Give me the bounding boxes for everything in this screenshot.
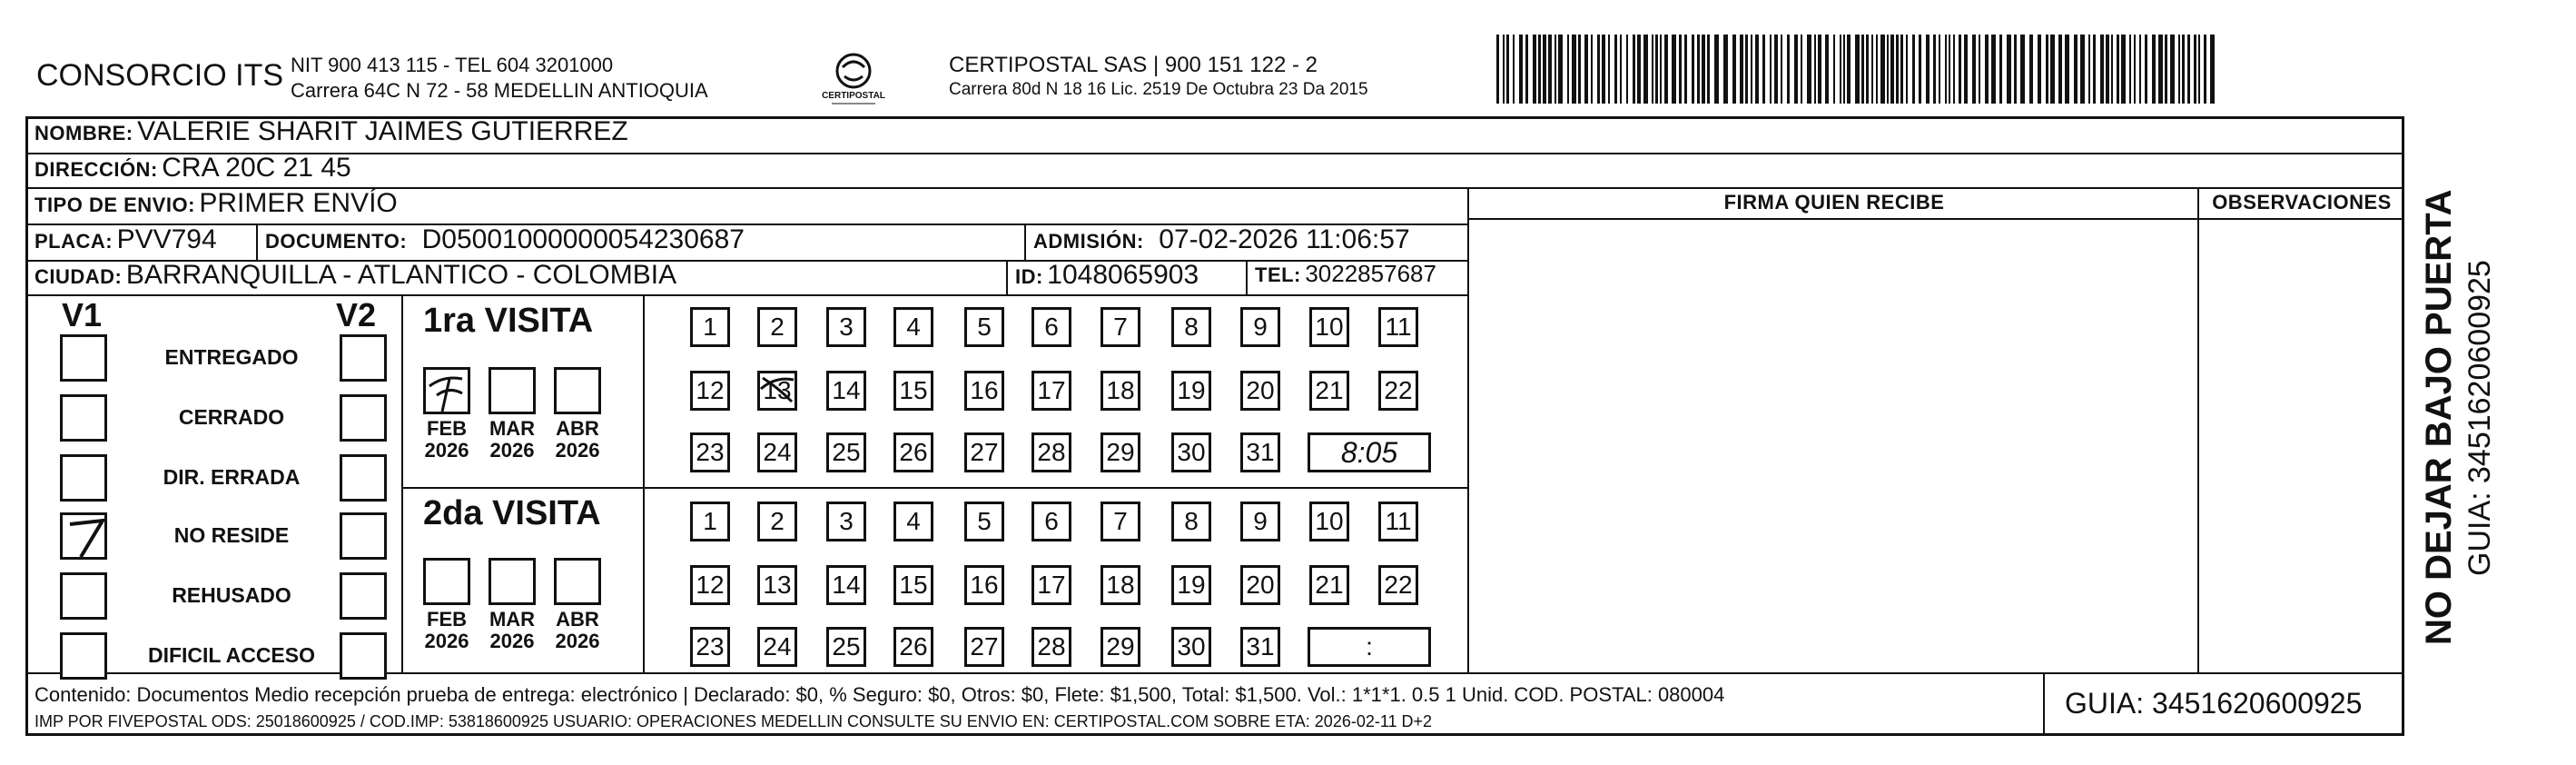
v1-checkbox[interactable]: [60, 572, 107, 620]
day-box[interactable]: 14: [826, 371, 866, 411]
month-checkbox[interactable]: [489, 367, 536, 414]
direccion-row: [35, 153, 351, 184]
day-box[interactable]: 15: [893, 565, 933, 605]
day-box[interactable]: 9: [1240, 502, 1280, 541]
barcode: [1496, 35, 2223, 104]
day-box[interactable]: 19: [1171, 371, 1211, 411]
day-box[interactable]: 31: [1240, 432, 1280, 472]
month-label: ABR 2026: [555, 608, 600, 652]
day-box[interactable]: 20: [1240, 371, 1280, 411]
v1-checkbox[interactable]: [60, 512, 107, 560]
divider: [401, 487, 1469, 489]
day-box[interactable]: 24: [757, 627, 797, 667]
day-box[interactable]: 22: [1378, 371, 1418, 411]
v2-header: V2: [336, 296, 377, 333]
ciudad-row: [35, 260, 676, 291]
v2-checkbox[interactable]: [340, 454, 387, 502]
observaciones-label: OBSERVACIONES: [2212, 191, 2392, 214]
status-option-label: REHUSADO: [172, 583, 291, 607]
tel-value: 3022857687: [1305, 260, 1436, 287]
day-box[interactable]: 7: [1100, 307, 1140, 347]
day-box[interactable]: 5: [964, 502, 1004, 541]
placa-value: PVV794: [116, 224, 217, 254]
documento-row: [265, 224, 745, 255]
day-box[interactable]: 19: [1171, 565, 1211, 605]
day-box[interactable]: 27: [964, 432, 1004, 472]
day-box[interactable]: 2: [757, 307, 797, 347]
day-box[interactable]: 21: [1309, 565, 1349, 605]
visit1-title: 1ra VISITA: [423, 302, 594, 340]
ciudad-label: CIUDAD:: [35, 265, 123, 288]
side-guia: GUIA: 3451620600925: [2462, 260, 2497, 576]
divider: [1467, 218, 2404, 220]
day-box[interactable]: 15: [893, 371, 933, 411]
day-box[interactable]: 18: [1100, 371, 1140, 411]
v2-checkbox[interactable]: [340, 632, 387, 680]
status-option-label: DIR. ERRADA: [163, 465, 301, 489]
divider: [25, 294, 1469, 296]
time-field[interactable]: 8:05: [1308, 432, 1431, 472]
day-box[interactable]: 13: [757, 371, 797, 411]
day-box[interactable]: 3: [826, 502, 866, 541]
day-box[interactable]: 1: [690, 307, 730, 347]
v2-checkbox[interactable]: [340, 572, 387, 620]
day-box[interactable]: 30: [1171, 627, 1211, 667]
day-box[interactable]: 1: [690, 502, 730, 541]
day-box[interactable]: 13: [757, 565, 797, 605]
status-option-label: CERRADO: [178, 405, 285, 429]
admision-row: [1033, 224, 1410, 255]
day-box[interactable]: 11: [1378, 502, 1418, 541]
divider: [401, 294, 403, 672]
v1-checkbox[interactable]: [60, 334, 107, 382]
day-box[interactable]: 25: [826, 627, 866, 667]
day-box[interactable]: 21: [1309, 371, 1349, 411]
tel-row: [1255, 260, 1436, 288]
visit2-title: 2da VISITA: [423, 494, 601, 532]
day-box[interactable]: 16: [964, 565, 1004, 605]
day-box[interactable]: 9: [1240, 307, 1280, 347]
day-box[interactable]: 28: [1031, 432, 1071, 472]
day-box[interactable]: 30: [1171, 432, 1211, 472]
day-box[interactable]: 11: [1378, 307, 1418, 347]
id-value: 1048065903: [1047, 260, 1199, 290]
month-checkbox[interactable]: [554, 367, 601, 414]
divider: [1467, 187, 1469, 672]
tel-label: TEL:: [1255, 263, 1301, 286]
status-option-label: NO RESIDE: [173, 523, 290, 547]
id-label: ID:: [1015, 265, 1043, 288]
day-box[interactable]: 29: [1100, 627, 1140, 667]
placa-label: PLACA:: [35, 230, 114, 253]
day-box[interactable]: 17: [1031, 565, 1071, 605]
nombre-value: VALERIE SHARIT JAIMES GUTIERREZ: [137, 116, 628, 146]
direccion-label: DIRECCIÓN:: [35, 158, 158, 181]
month-label: MAR 2026: [489, 417, 536, 462]
day-box[interactable]: 18: [1100, 565, 1140, 605]
day-box[interactable]: 26: [893, 627, 933, 667]
status-option-label: DIFICIL ACCESO: [147, 643, 315, 667]
nombre-label: NOMBRE:: [35, 122, 133, 144]
certipostal-logo-icon: [815, 45, 892, 114]
v1-checkbox[interactable]: [60, 632, 107, 680]
footer-impresion: IMP POR FIVEPOSTAL ODS: 25018600925 / COD.IMP: 53818600925 USUARIO: OPERACIONES MEDELLIN CONSULTE SU ENVIO EN: CERTIPOSTAL.COM SOBRE ETA: 2026-02-11 D+2: [35, 712, 1433, 730]
status-option-label: ENTREGADO: [164, 345, 299, 369]
certipostal-nit: CERTIPOSTAL SAS | 900 151 122 - 2: [949, 53, 1318, 77]
admision-label: ADMISIÓN:: [1033, 230, 1144, 253]
documento-label: DOCUMENTO:: [265, 230, 408, 253]
day-box[interactable]: 23: [690, 432, 730, 472]
tipo-envio-label: TIPO DE ENVIO:: [35, 194, 195, 216]
day-box[interactable]: 25: [826, 432, 866, 472]
day-box[interactable]: 20: [1240, 565, 1280, 605]
day-box[interactable]: 23: [690, 627, 730, 667]
month-label: FEB 2026: [424, 417, 469, 462]
footer-guia: GUIA: 3451620600925: [2065, 687, 2363, 720]
company-address: Carrera 64C N 72 - 58 MEDELLIN ANTIOQUIA: [291, 79, 708, 102]
month-label: ABR 2026: [555, 417, 600, 462]
day-box[interactable]: 12: [690, 565, 730, 605]
divider: [25, 153, 2404, 154]
certipostal-info: [949, 53, 1368, 102]
day-box[interactable]: 2: [757, 502, 797, 541]
logo-text: CERTIPOSTAL: [822, 91, 885, 101]
day-box[interactable]: 31: [1240, 627, 1280, 667]
v2-checkbox[interactable]: [340, 512, 387, 560]
divider: [1246, 260, 1248, 294]
day-box[interactable]: 29: [1100, 432, 1140, 472]
month-checkbox[interactable]: [554, 558, 601, 605]
company-nit-tel: NIT 900 413 115 - TEL 604 3201000: [291, 54, 614, 76]
documento-value: D05001000000054230687: [421, 224, 745, 254]
divider: [643, 294, 645, 672]
day-box[interactable]: 12: [690, 371, 730, 411]
company-info: [291, 53, 708, 104]
month-checkbox[interactable]: [489, 558, 536, 605]
divider: [256, 224, 258, 260]
month-checkbox[interactable]: [423, 367, 470, 414]
direccion-value: CRA 20C 21 45: [162, 153, 351, 183]
ciudad-value: BARRANQUILLA - ATLANTICO - COLOMBIA: [125, 260, 677, 290]
day-box[interactable]: 3: [826, 307, 866, 347]
day-box[interactable]: 6: [1031, 307, 1071, 347]
admision-value: 07-02-2026 11:06:57: [1159, 224, 1410, 254]
day-box[interactable]: 10: [1309, 307, 1349, 347]
firma-label: FIRMA QUIEN RECIBE: [1723, 191, 1945, 214]
day-box[interactable]: 16: [964, 371, 1004, 411]
day-box[interactable]: 10: [1309, 502, 1349, 541]
day-box[interactable]: 14: [826, 565, 866, 605]
divider: [1024, 224, 1026, 260]
v1-checkbox[interactable]: [60, 394, 107, 442]
day-box[interactable]: 4: [893, 502, 933, 541]
v2-checkbox[interactable]: [340, 394, 387, 442]
v2-checkbox[interactable]: [340, 334, 387, 382]
month-checkbox[interactable]: [423, 558, 470, 605]
side-warning: NO DEJAR BAJO PUERTA: [2419, 189, 2459, 645]
day-box[interactable]: 28: [1031, 627, 1071, 667]
day-box[interactable]: 7: [1100, 502, 1140, 541]
divider: [2197, 187, 2199, 672]
month-label: FEB 2026: [424, 608, 469, 652]
v1-header: V1: [62, 296, 103, 333]
nombre-row: [35, 116, 628, 147]
divider: [1006, 260, 1008, 294]
id-row: [1015, 260, 1199, 291]
placa-row: [35, 224, 217, 255]
certipostal-address: Carrera 80d N 18 16 Lic. 2519 De Octubra 23 Da 2015: [949, 80, 1368, 99]
day-box[interactable]: 8: [1171, 502, 1211, 541]
day-box[interactable]: 17: [1031, 371, 1071, 411]
day-box[interactable]: 24: [757, 432, 797, 472]
brand-name: CONSORCIO ITS: [36, 58, 284, 93]
time-field[interactable]: :: [1308, 627, 1431, 667]
day-box[interactable]: 5: [964, 307, 1004, 347]
divider: [2043, 672, 2045, 736]
day-box[interactable]: 26: [893, 432, 933, 472]
day-box[interactable]: 6: [1031, 502, 1071, 541]
day-box[interactable]: 27: [964, 627, 1004, 667]
month-label: MAR 2026: [489, 608, 536, 652]
day-box[interactable]: 8: [1171, 307, 1211, 347]
footer-contenido: Contenido: Documentos Medio recepción prueba de entrega: electrónico | Declarado: $0, % Seguro: $0, Otros: $0, Flete: $1,500, Total: $1,500. Vol.: 1*1*1. 0.5 1 Unid. COD. POSTAL: 080004: [35, 683, 1725, 706]
v1-checkbox[interactable]: [60, 454, 107, 502]
tipo-envio-value: PRIMER ENVÍO: [199, 188, 398, 218]
tipo-envio-row: [35, 188, 398, 219]
day-box[interactable]: 22: [1378, 565, 1418, 605]
day-box[interactable]: 4: [893, 307, 933, 347]
